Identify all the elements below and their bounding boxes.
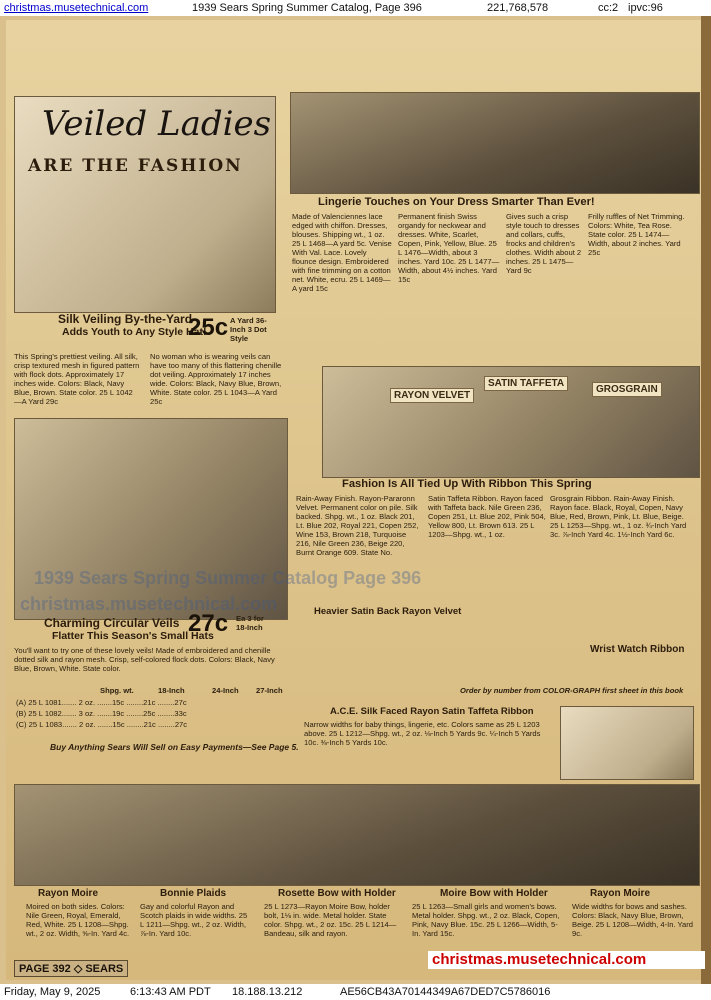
watermark-domain: christmas.musetechnical.com — [432, 951, 647, 968]
charming-heading: Charming Circular Veils — [44, 616, 180, 630]
charming-text: You'll want to try one of these lovely veils! Made of embroidered and chenille dotted silk and rayon mesh. Crisp, self-colored flock dots. Colors: Black, Navy Blue, Brown, White. State color. — [14, 646, 275, 673]
hat-with-veil-photo — [14, 418, 288, 620]
top-info-bar — [0, 0, 711, 16]
charming-table-header — [16, 686, 292, 696]
rayon-velvet-col: Rain-Away Finish. Rayon-Pararonn Velvet. Permanent color on pile. Silk backed. Shpg. wt., 1 oz. Black 201, Lt. Blue 202, Royal 221, Copen 252, Wine 153, Brown 218, Turquoise 216, Nile Green 236, Beige 220, Burnt Orange 609. State No. — [296, 494, 419, 557]
wrist-watch-heading: Wrist Watch Ribbon — [590, 644, 685, 655]
bottom-info-bar — [0, 984, 711, 1000]
col-27: 27-Inch — [256, 686, 283, 695]
rosette-bow-heading: Rosette Bow with Holder — [278, 888, 396, 899]
rayon-moire-text: Moired on both sides. Colors: Nile Green, Royal, Emerald, Red, White. 25 L 1208—Shpg. wt., 2 oz. Width, ⅝-In. Yard 4c. — [26, 902, 130, 938]
image-size: 221,768,578 — [487, 2, 549, 14]
col-shpg: Shpg. wt. — [100, 686, 134, 695]
page-number-footer: PAGE 392 ◇ SEARS — [14, 960, 128, 977]
license-tag: cc:2 — [598, 2, 619, 14]
watermark-box — [428, 951, 705, 969]
charming-price: 27c — [188, 610, 229, 637]
charming-row-c: (C) 25 L 1083....... 2 oz. .......15c ........21c ........27c — [16, 720, 188, 729]
ppi-tag: ipvc:96 — [628, 2, 663, 14]
satin-taffeta-label: SATIN TAFFETA — [484, 376, 568, 391]
catalog-page — [0, 16, 711, 984]
lingerie-col-4: Frilly ruffles of Net Trimming. Colors: White, Tea Rose. State color. 25 L 1474—Width, about 2 inches. Yard 25c — [588, 212, 685, 257]
grosgrain-col: Grosgrain Ribbon. Rain-Away Finish. Rayon face. Black, Royal, Copen, Navy Blue, Red, Brown, Pink, Lt. Blue, Beige. 25 L 1253—Shpg. wt., 1 oz. ¾-Inch Yard 3c. ⅞-Inch Yard 4c. 1½-Inch Yard 6c. — [550, 494, 687, 539]
catalog-title: 1939 Sears Spring Summer Catalog, Page 396 — [192, 2, 422, 14]
silk-veiling-price: 25c — [188, 314, 229, 341]
lingerie-col-1: Made of Valenciennes lace edged with chiffon. Dresses, blouses. Shipping wt., 1 oz. 25 L 1468—A yard 5c. Venise With Val. Lace. Lovely flounce design. Embroidered with fine trimming on a cotton net. White, ecru. 25 L 1469—A yard 15c — [292, 212, 392, 293]
rayon-moire-right-text: Wide widths for bows and sashes. Colors: Black, Navy Blue, Brown, Beige. 25 L 1208—Width, 4-In. Yard 9c. — [572, 902, 694, 938]
veiled-ladies-title: Veiled Ladies — [42, 104, 272, 144]
date-text: Friday, May 9, 2025 — [4, 986, 101, 998]
moire-bow-heading: Moire Bow with Holder — [440, 888, 548, 899]
site-link[interactable]: christmas.musetechnical.com — [4, 2, 149, 14]
time-text: 6:13:43 AM PDT — [130, 986, 211, 998]
ip-text: 18.188.13.212 — [232, 986, 303, 998]
rayon-moire-heading: Rayon Moire — [38, 888, 99, 899]
chenille-text: No woman who is wearing veils can have too many of this flattering chenille dot veiling. Approximately 17 inches wide. Colors: Black, Navy Blue, Brown, White. State color. 25 L 1043—A Yard 25c — [150, 352, 282, 406]
charming-subheading: Flatter This Season's Small Hats — [52, 630, 214, 642]
easy-payments-line: Buy Anything Sears Will Sell on Easy Payments—See Page 5. — [50, 742, 299, 752]
col-18: 18-Inch — [158, 686, 185, 695]
silk-veiling-subheading: Adds Youth to Any Style Hat! — [62, 326, 207, 338]
silk-veiling-heading: Silk Veiling By-the-Yard — [58, 312, 193, 326]
color-graph-note: Order by number from COLOR-GRAPH first sheet in this book — [460, 686, 684, 695]
bonnie-plaids-text: Gay and colorful Rayon and Scotch plaids in wide widths. 25 L 1211—Shpg. wt., 2 oz. Width, ⅞-In. Yard 10c. — [140, 902, 248, 938]
charming-unit: Ea 3 for 18-Inch — [236, 614, 264, 632]
lingerie-heading: Lingerie Touches on Your Dress Smarter Than Ever! — [318, 196, 595, 208]
silk-veiling-unit: A Yard 36-Inch 3 Dot Style — [230, 316, 267, 343]
hash-text: AE56CB43A70144349A67DED7C5786016 — [340, 986, 551, 998]
fashion-ribbon-heading: Fashion Is All Tied Up With Ribbon This Spring — [342, 478, 592, 490]
lingerie-col-3: Gives such a crisp style touch to dresses and collars, cuffs, frocks and children's clothes. Width about 2 inches. 25 L 1475—Yard 9c — [506, 212, 582, 275]
ace-text: Narrow widths for baby things, lingerie, etc. Colors same as 25 L 1203 above. 25 L 1212—Shpg. wt., 2 oz. ⅛-Inch 5 Yards 9c. ¼-Inch 5 Yards 10c. ⅜-Inch 5 Yards 10c. — [304, 720, 541, 747]
heavier-satin-heading: Heavier Satin Back Rayon Velvet — [314, 606, 462, 617]
charming-row-b: (B) 25 L 1082....... 3 oz. .......19c ........25c ........33c — [16, 709, 187, 718]
lingerie-photo — [290, 92, 700, 194]
rayon-moire-right-heading: Rayon Moire — [590, 888, 651, 899]
rosette-bow-text: 25 L 1273—Rayon Moire Bow, holder bolt, 1⅛ in. wide. Metal holder. State color. Shpg. wt., 2 oz. 15c. 25 L 1214—Bandeau, silk and rayon. — [264, 902, 397, 938]
bows-photo — [14, 784, 700, 886]
moire-bow-text: 25 L 1263—Small girls and women's bows. Metal holder. Shpg. wt., 2 oz. Black, Copen, Pink, Navy Blue. 15c. 25 L 1266—Width, 5-In. Yard 15c. — [412, 902, 560, 938]
fashion-subtitle: ARE THE FASHION — [28, 156, 243, 176]
spool-photo — [560, 706, 694, 780]
lingerie-col-2: Permanent finish Swiss organdy for neckwear and dresses. White, Scarlet, Copen, Pink, Yellow, Blue. 25 L 1476—Width, about 3 inches. Yard 10c. 25 L 1477—Width, about 4½ inches. Yard 15c — [398, 212, 500, 284]
grosgrain-label: GROSGRAIN — [592, 382, 662, 397]
bonnie-plaids-heading: Bonnie Plaids — [160, 888, 227, 899]
col-24: 24-Inch — [212, 686, 239, 695]
satin-taffeta-col: Satin Taffeta Ribbon. Rayon faced with Taffeta back. Nile Green 236, Copen 251, Lt. Blue 202, Pink 504, Yellow 800, Lt. Brown 613. 25 L 1203—Shpg. wt., 1 oz. — [428, 494, 546, 539]
rayon-velvet-label: RAYON VELVET — [390, 388, 474, 403]
ace-heading: A.C.E. Silk Faced Rayon Satin Taffeta Ribbon — [330, 706, 534, 717]
overlay-catalog-text: 1939 Sears Spring Summer Catalog Page 396 — [34, 568, 422, 588]
page-edge — [701, 16, 711, 984]
charming-row-a: (A) 25 L 1081....... 2 oz. .......15c ........21c ........27c — [16, 698, 187, 707]
overlay-domain-text: christmas.musetechnical.com — [20, 594, 278, 614]
silk-veiling-text: This Spring's prettiest veiling. All silk, crisp textured mesh in figured pattern with flock dots. Approximately 17 inches wide. Colors: Black, Navy Blue, Brown. State color. 25 L 1042—A Yard 29c — [14, 352, 140, 406]
